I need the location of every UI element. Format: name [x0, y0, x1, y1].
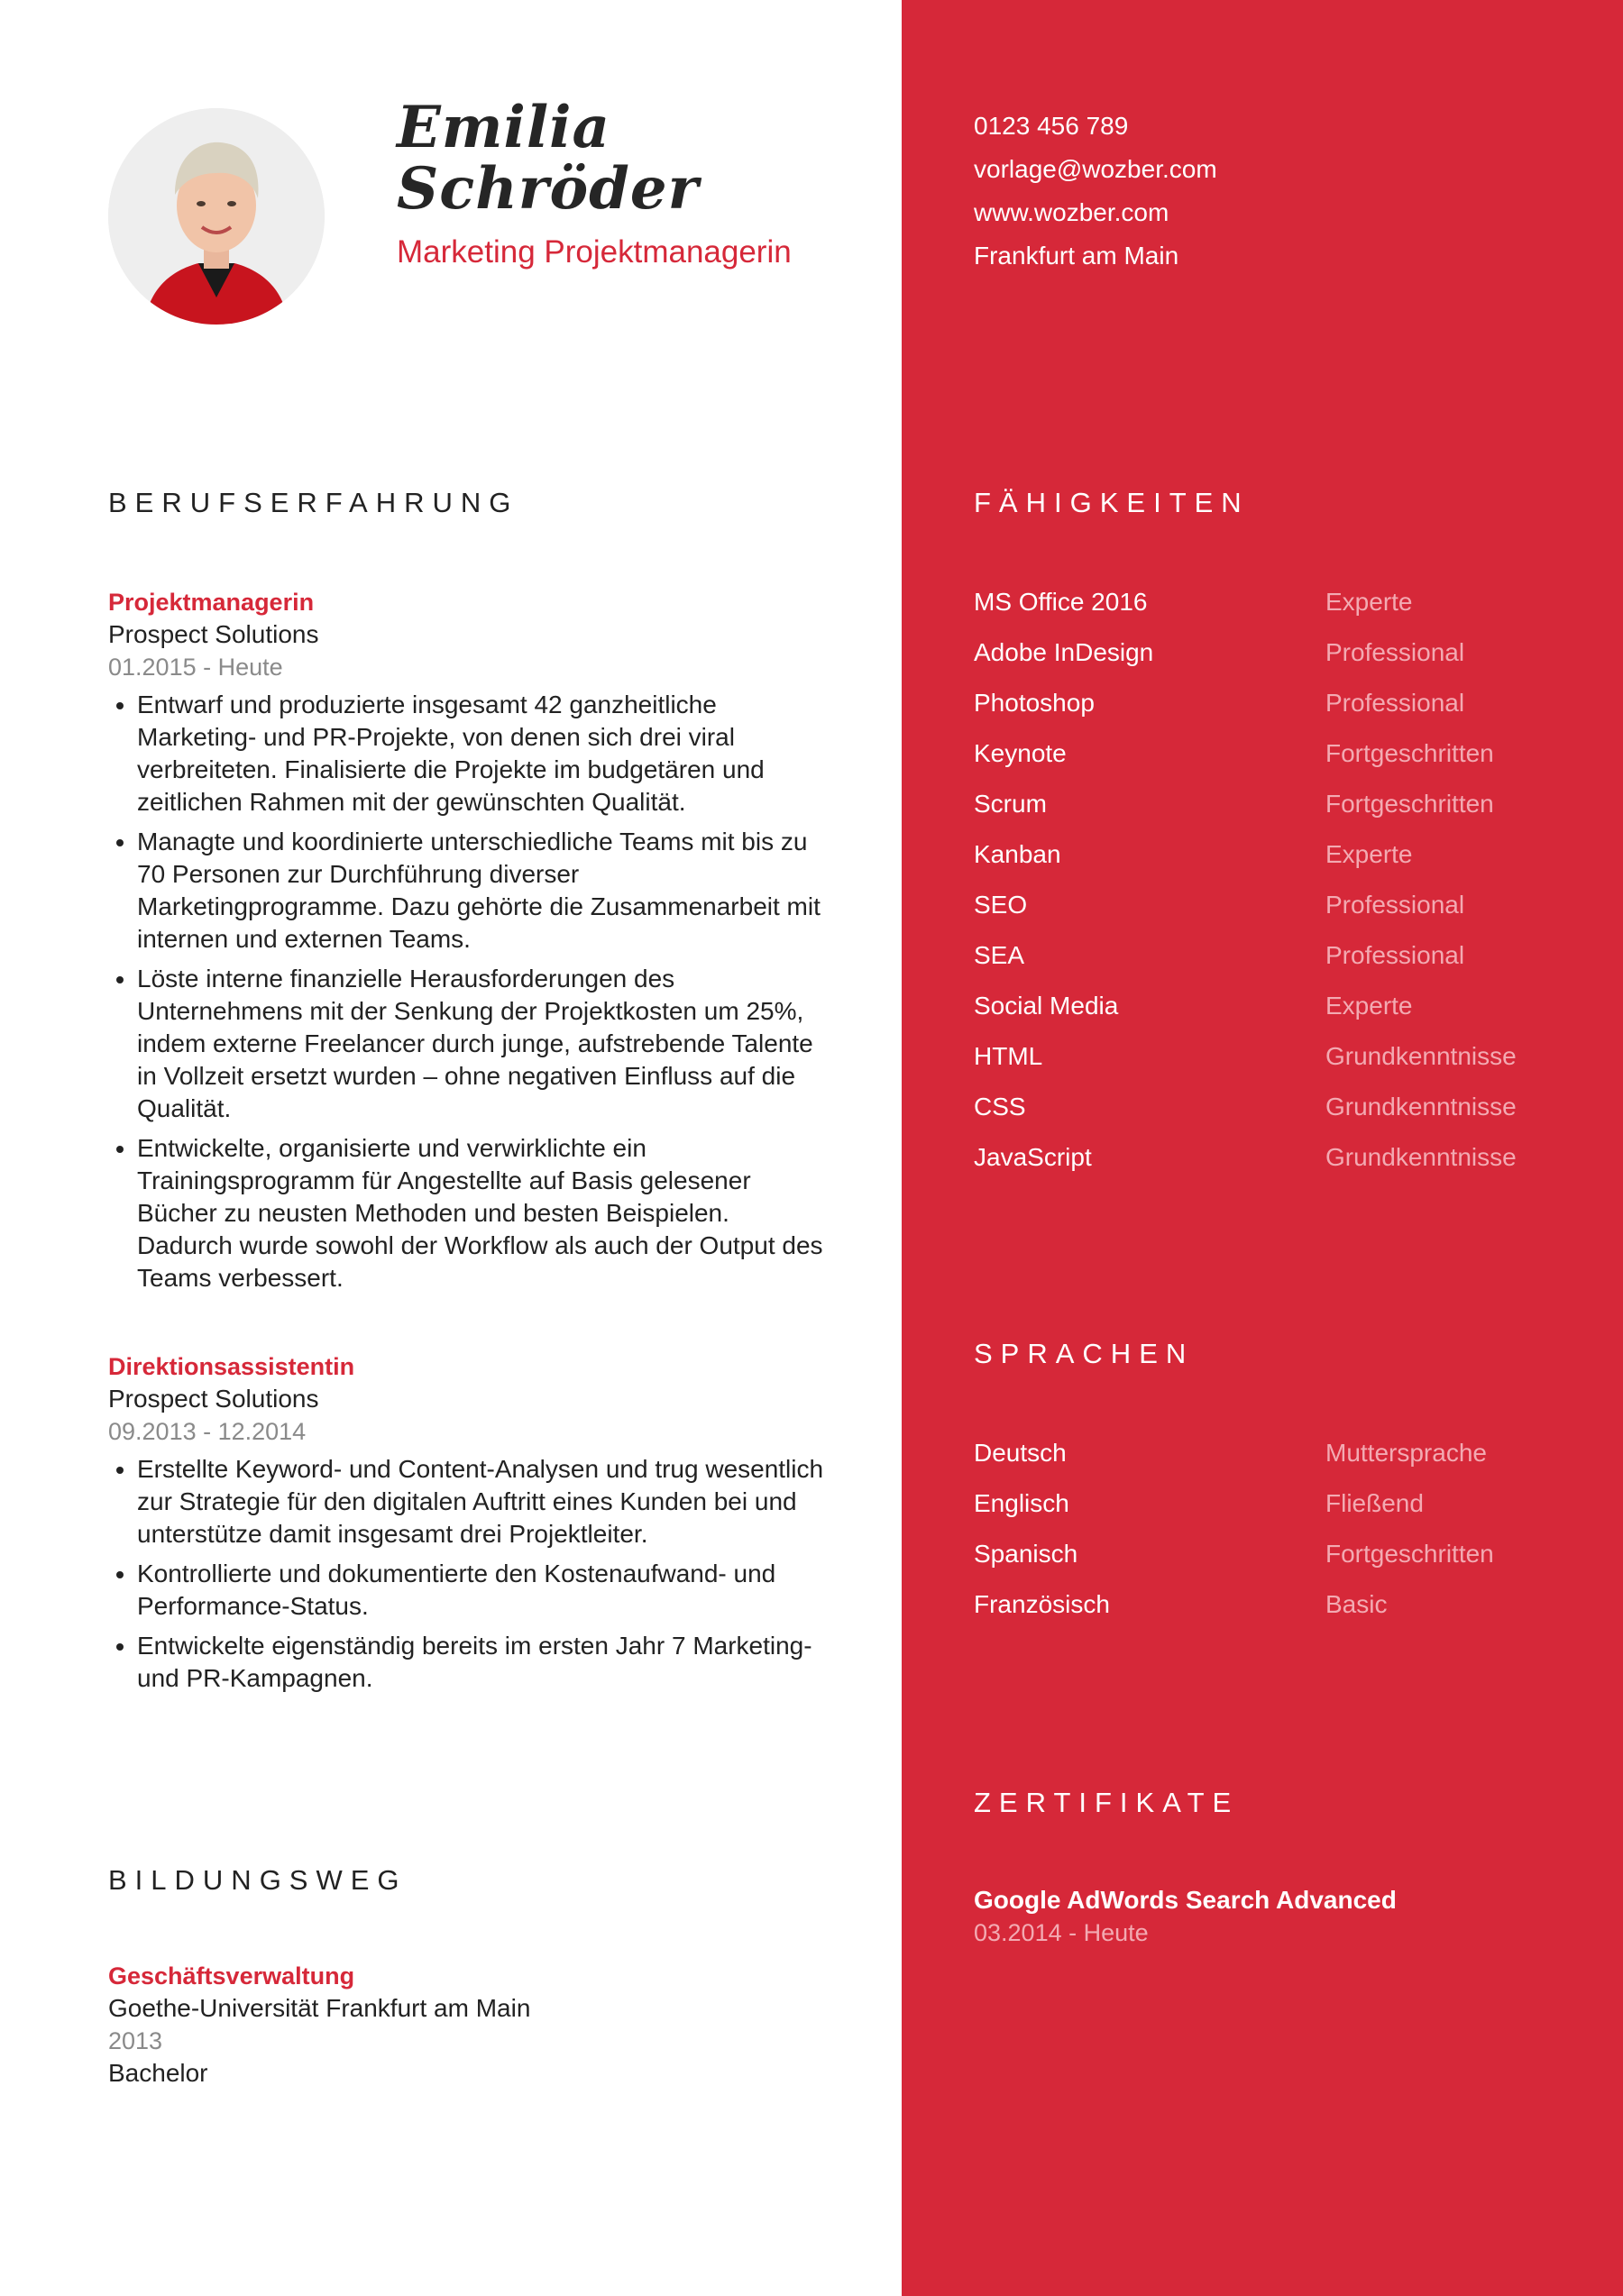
skills-heading: FÄHIGKEITEN	[974, 487, 1250, 518]
person-photo-icon	[108, 108, 325, 325]
skill-level: Experte	[1325, 588, 1413, 616]
skill-name: Kanban	[974, 840, 1061, 868]
skill-row	[974, 1141, 1587, 1192]
skill-level: Grundkenntnisse	[1325, 1143, 1517, 1171]
contact-email[interactable]: vorlage@wozber.com	[974, 155, 1217, 183]
language-level: Muttersprache	[1325, 1439, 1487, 1467]
contact-phone: 0123 456 789	[974, 112, 1129, 140]
job-title: Marketing Projektmanagerin	[397, 234, 792, 270]
job-role: Projektmanagerin	[108, 589, 315, 616]
education-heading: BILDUNGSWEG	[108, 1864, 408, 1896]
skill-name: Scrum	[974, 790, 1047, 818]
skill-name: Social Media	[974, 992, 1119, 1020]
job-bullets	[108, 1453, 830, 1695]
sidebar	[902, 0, 1623, 2296]
skill-level: Professional	[1325, 891, 1465, 919]
contact-info	[974, 105, 1217, 278]
job-company: Prospect Solutions	[108, 620, 319, 648]
skill-name: JavaScript	[974, 1143, 1092, 1171]
job-bullets	[108, 689, 830, 1294]
language-row	[974, 1588, 1587, 1639]
certificates-heading: ZERTIFIKATE	[974, 1787, 1240, 1818]
language-level: Basic	[1325, 1590, 1388, 1618]
education-entry-1	[108, 1960, 830, 2090]
language-name: Spanisch	[974, 1540, 1078, 1568]
education-school: Goethe-Universität Frankfurt am Main	[108, 1994, 531, 2022]
bullet-item: • Entwarf und produzierte insgesamt 42 ganzheitliche Marketing- und PR-Projekte, von denen sich drei viral verbreiteten. Finalisierte die Projekte im budgetären und zeitlichen Rahmen mit der gewünschten Qualität.	[137, 689, 830, 819]
languages-heading: SPRACHEN	[974, 1338, 1195, 1369]
skill-row	[974, 737, 1587, 788]
certificate-entry	[974, 1884, 1397, 1949]
education-degree: Bachelor	[108, 2059, 208, 2087]
bullet-item: • Managte und koordinierte unterschiedliche Teams mit bis zu 70 Personen zur Durchführung diverser Marketingprogramme. Dazu gehörte die Zusammenarbeit mit internen und externen Teams.	[137, 826, 830, 956]
candidate-name	[397, 94, 866, 223]
skill-row	[974, 586, 1587, 636]
skill-row	[974, 1040, 1587, 1091]
skill-name: SEO	[974, 891, 1028, 919]
certificate-name: Google AdWords Search Advanced	[974, 1886, 1397, 1914]
contact-website[interactable]: www.wozber.com	[974, 198, 1169, 226]
language-name: Französisch	[974, 1590, 1110, 1618]
job-company: Prospect Solutions	[108, 1385, 319, 1413]
skill-row	[974, 990, 1587, 1040]
skill-level: Professional	[1325, 638, 1465, 666]
skill-name: Keynote	[974, 739, 1067, 767]
language-row	[974, 1538, 1587, 1588]
language-name: Englisch	[974, 1489, 1069, 1517]
bullet-item: • Kontrollierte und dokumentierte den Kostenaufwand- und Performance-Status.	[137, 1558, 830, 1623]
certificate-period: 03.2014 - Heute	[974, 1919, 1149, 1946]
skill-row	[974, 838, 1587, 889]
skill-name: Adobe InDesign	[974, 638, 1154, 666]
profile-photo	[108, 108, 325, 325]
language-level: Fließend	[1325, 1489, 1424, 1517]
language-level: Fortgeschritten	[1325, 1540, 1494, 1568]
language-name: Deutsch	[974, 1439, 1067, 1467]
language-row	[974, 1437, 1587, 1487]
skill-level: Fortgeschritten	[1325, 739, 1494, 767]
experience-heading: BERUFSERFAHRUNG	[108, 487, 519, 518]
job-period: 01.2015 - Heute	[108, 654, 283, 681]
languages-list	[974, 1437, 1587, 1639]
bullet-item: • Löste interne finanzielle Herausforderungen des Unternehmens mit der Senkung der Projektkosten um 25%, indem externe Freelancer durch junge, aufstrebende Talente in Vollzeit ersetzt wurden – ohne negativen Einfluss auf die Qualität.	[137, 963, 830, 1125]
skill-row	[974, 889, 1587, 939]
skill-name: HTML	[974, 1042, 1043, 1070]
bullet-item: • Entwickelte eigenständig bereits im ersten Jahr 7 Marketing- und PR-Kampagnen.	[137, 1630, 830, 1695]
skill-level: Professional	[1325, 689, 1465, 717]
contact-location: Frankfurt am Main	[974, 242, 1179, 270]
first-name: Emilia	[397, 94, 610, 161]
job-period: 09.2013 - 12.2014	[108, 1418, 307, 1445]
skill-name: SEA	[974, 941, 1025, 969]
skill-name: Photoshop	[974, 689, 1095, 717]
experience-entry-1	[108, 586, 830, 1302]
skill-level: Experte	[1325, 840, 1413, 868]
skill-row	[974, 636, 1587, 687]
skill-level: Grundkenntnisse	[1325, 1093, 1517, 1121]
education-year: 2013	[108, 2027, 163, 2054]
skill-row	[974, 939, 1587, 990]
skill-level: Experte	[1325, 992, 1413, 1020]
skill-level: Professional	[1325, 941, 1465, 969]
bullet-item: • Erstellte Keyword- und Content-Analysen und trug wesentlich zur Strategie für den digitalen Auftritt eines Kunden bei und unterstütze damit insgesamt drei Projektleiter.	[137, 1453, 830, 1550]
skills-list	[974, 586, 1587, 1192]
bullet-item: • Entwickelte, organisierte und verwirklichte ein Trainingsprogramm für Angestellte auf Basis gelesener Bücher zu neusten Methoden und besten Beispielen. Dadurch wurde sowohl der Workflow als auch der Output des Teams verbessert.	[137, 1132, 830, 1294]
experience-entry-2	[108, 1350, 830, 1702]
job-role: Direktionsassistentin	[108, 1353, 355, 1380]
skill-level: Grundkenntnisse	[1325, 1042, 1517, 1070]
last-name: Schröder	[397, 155, 700, 223]
skill-name: MS Office 2016	[974, 588, 1148, 616]
language-row	[974, 1487, 1587, 1538]
skill-row	[974, 687, 1587, 737]
skill-level: Fortgeschritten	[1325, 790, 1494, 818]
education-field: Geschäftsverwaltung	[108, 1962, 355, 1990]
skill-row	[974, 1091, 1587, 1141]
skill-name: CSS	[974, 1093, 1026, 1121]
skill-row	[974, 788, 1587, 838]
